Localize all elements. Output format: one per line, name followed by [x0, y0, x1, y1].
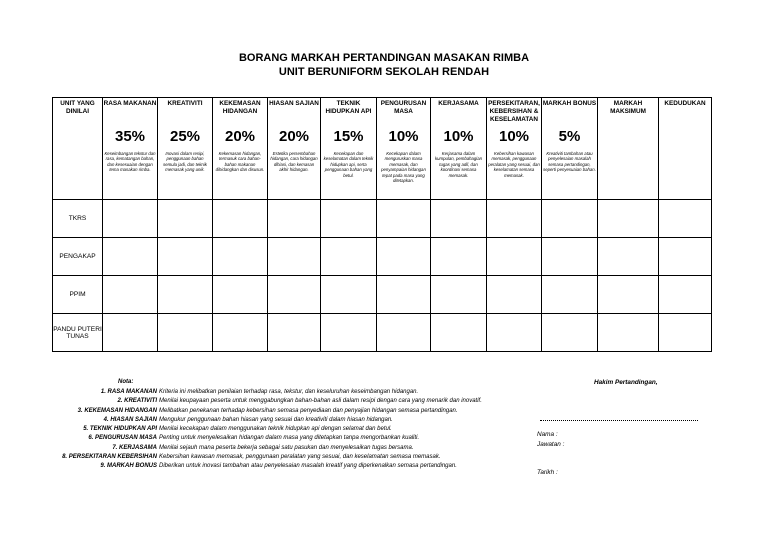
- score-cell[interactable]: [598, 200, 659, 238]
- score-cell[interactable]: [268, 200, 321, 238]
- score-cell[interactable]: [542, 238, 598, 276]
- score-cell[interactable]: [103, 276, 158, 314]
- table-row: [53, 200, 712, 238]
- form-title: BORANG MARKAH PERTANDINGAN MASAKAN RIMBA: [238, 52, 530, 64]
- criteria-description: Kreativiti tambahan atau penyelesaian masalah semasa pertandingan, seperti penyesuaian bahan.: [543, 151, 596, 173]
- note-label: 8. PERSEKITARAN KEBERSIHAN: [62, 454, 157, 461]
- column-header: [321, 98, 377, 200]
- note-label: 1. RASA MAKANAN: [100, 389, 157, 395]
- column-label: KERJASAMA: [438, 100, 479, 107]
- score-cell[interactable]: [213, 314, 268, 352]
- score-cell[interactable]: [487, 314, 542, 352]
- table-row: [53, 314, 712, 352]
- criteria-description: Kecekapan dalam menguruskan masa memasak, dan penyampaian hidangan tepat pada masa yang ditetapkan.: [381, 151, 426, 184]
- score-cell[interactable]: [659, 200, 712, 238]
- name-field[interactable]: Nama :: [537, 431, 558, 438]
- column-label: PERSEKITARAN, KEBERSIHAN & KESELAMATAN: [488, 100, 540, 123]
- score-cell[interactable]: [268, 314, 321, 352]
- table-row: [53, 238, 712, 276]
- column-label: KEDUDUKAN: [664, 100, 706, 107]
- nota-label: Nota:: [118, 379, 134, 385]
- column-header: [53, 98, 103, 200]
- weight-percent: 20%: [278, 128, 310, 145]
- column-label: MARKAH MAKSIMUM: [610, 100, 646, 115]
- date-field[interactable]: Tarikh :: [537, 469, 558, 476]
- weight-percent: 5%: [558, 128, 581, 145]
- column-label: TEKNIK HIDUPKAN API: [325, 100, 372, 115]
- score-cell[interactable]: [431, 238, 487, 276]
- score-cell[interactable]: [158, 238, 213, 276]
- note-text: Kebersihan kawasan memasak, penggunaan peralatan yang sesuai, dan keselamatan semasa memasak.: [159, 454, 441, 461]
- table-row: [53, 276, 712, 314]
- column-header: [158, 98, 213, 200]
- score-cell[interactable]: [103, 238, 158, 276]
- score-cell[interactable]: [431, 276, 487, 314]
- note-text: Menilai kecekapan dalam menggunakan teknik hidupkan api dengan selamat dan betul.: [159, 426, 392, 433]
- weight-percent: 10%: [388, 128, 419, 145]
- score-cell[interactable]: [487, 276, 542, 314]
- score-cell[interactable]: [487, 238, 542, 276]
- criteria-description: Kecekapan dan keselamatan dalam teknik hidupkan api, serta penggunaan bahan yang betul.: [323, 151, 374, 178]
- column-header: [487, 98, 542, 200]
- column-header: [103, 98, 158, 200]
- unit-name: PPIM: [53, 276, 103, 314]
- score-cell[interactable]: [598, 238, 659, 276]
- note-label: 2. KREATIVITI: [117, 398, 157, 405]
- column-header: [268, 98, 321, 200]
- column-header: [213, 98, 268, 200]
- score-cell[interactable]: [321, 314, 377, 352]
- weight-percent: 10%: [443, 128, 474, 145]
- note-text: Mengukur penggunaan bahan hiasan yang sesuai dan kreativiti dalam hiasan hidangan.: [159, 416, 393, 423]
- score-cell[interactable]: [377, 314, 431, 352]
- score-cell[interactable]: [321, 200, 377, 238]
- note-label: 6. PENGURUSAN MASA: [88, 435, 157, 442]
- score-cell[interactable]: [213, 200, 268, 238]
- score-cell[interactable]: [431, 200, 487, 238]
- note-text: Melibatkan penekanan terhadap kebersihan semasa penyediaan dan penyajian hidangan semasa pertandingan.: [159, 407, 458, 414]
- score-cell[interactable]: [158, 314, 213, 352]
- score-cell[interactable]: [103, 200, 158, 238]
- score-cell[interactable]: [268, 276, 321, 314]
- score-cell[interactable]: [377, 276, 431, 314]
- criteria-description: Kerjasama dalam kumpulan, pembahagian tugas yang adil, dan koordinasi semasa memasak.: [434, 151, 483, 178]
- score-cell[interactable]: [158, 200, 213, 238]
- position-field[interactable]: Jawatan :: [537, 441, 565, 448]
- score-cell[interactable]: [598, 276, 659, 314]
- weight-percent: 10%: [498, 128, 530, 145]
- criteria-description: Inovasi dalam resipi, penggunaan bahan semula jadi, dan teknik memasak yang unik.: [163, 151, 207, 173]
- score-cell[interactable]: [542, 276, 598, 314]
- unit-name: TKRS: [53, 200, 103, 238]
- unit-name: PENGAKAP: [53, 238, 103, 276]
- notes-labels: [0, 388, 157, 472]
- note-label: 5. TEKNIK HIDUPKAN API: [83, 426, 157, 433]
- note-label: 7. KERJASAMA: [112, 444, 157, 451]
- column-label: RASA MAKANAN: [103, 100, 157, 107]
- column-label: KEKEMASAN HIDANGAN: [219, 100, 261, 115]
- form-subtitle: UNIT BERUNIFORM SEKOLAH RENDAH: [278, 66, 490, 78]
- score-cell[interactable]: [598, 314, 659, 352]
- column-header: [542, 98, 598, 200]
- column-label: UNIT YANG DINILAI: [60, 100, 95, 115]
- criteria-description: Estetika persembahan hidangan, cara hidangan dihiasi, dan kemasan akhir hidangan.: [270, 151, 318, 173]
- score-cell[interactable]: [268, 238, 321, 276]
- column-label: PENGURUSAN MASA: [380, 100, 427, 115]
- column-header: [431, 98, 487, 200]
- score-cell[interactable]: [103, 314, 158, 352]
- column-label: KREATIVITI: [167, 100, 203, 107]
- column-header: [377, 98, 431, 200]
- score-cell[interactable]: [659, 238, 712, 276]
- score-cell[interactable]: [321, 238, 377, 276]
- score-cell[interactable]: [377, 238, 431, 276]
- score-cell[interactable]: [542, 200, 598, 238]
- weight-percent: 15%: [333, 128, 364, 145]
- score-cell[interactable]: [158, 276, 213, 314]
- weight-percent: 20%: [224, 128, 256, 145]
- column-header: [598, 98, 659, 200]
- column-header: [659, 98, 712, 200]
- signature-line: [540, 420, 698, 421]
- score-cell[interactable]: [431, 314, 487, 352]
- score-cell[interactable]: [542, 314, 598, 352]
- criteria-description: Kebersihan kawasan memasak, penggunaan peralatan yang sesuai, dan keselamatan semasa memasak.: [488, 151, 540, 178]
- note-text: Menilai keupayaan peserta untuk menggabungkan bahan-bahan asli dalam resipi dengan cara yang menarik dan inovatif.: [159, 398, 482, 405]
- note-text: Kriteria ini melibatkan penilaian terhadap rasa, tekstur, dan keseluruhan keseimbangan hidangan.: [159, 389, 419, 395]
- column-label: MARKAH BONUS: [542, 100, 597, 107]
- score-cell[interactable]: [659, 276, 712, 314]
- note-text: Menilai sejauh mana peserta bekerja sebagai satu pasukan dan menyelesaikan tugas bersama.: [159, 444, 414, 451]
- unit-name: PANDU PUTERI TUNAS: [53, 314, 103, 352]
- judge-heading: Hakim Pertandingan,: [594, 379, 658, 386]
- note-text: Diberikan untuk inovasi tambahan atau penyelesaian masalah kreatif yang diperkenalkan semasa pertandingan.: [159, 463, 457, 470]
- notes-texts: [159, 388, 482, 472]
- header-row: [53, 98, 712, 200]
- criteria-description: Kekemasan hidangan, termasuk cara bahan-bahan makanan dihidangkan dan disusun.: [215, 151, 265, 173]
- note-text: Penting untuk menyelesaikan hidangan dalam masa yang ditetapkan tanpa mengorbankan kualiti.: [159, 435, 420, 442]
- score-cell[interactable]: [213, 238, 268, 276]
- note-label: 3. KEKEMASAN HIDANGAN: [77, 407, 157, 414]
- score-cell[interactable]: [321, 276, 377, 314]
- weight-percent: 35%: [114, 128, 146, 145]
- weight-percent: 25%: [169, 128, 201, 145]
- marks-table: [52, 97, 712, 352]
- note-label: 4. HIASAN SAJIAN: [103, 416, 157, 423]
- criteria-description: Keseimbangan tekstur dan rasa, kematangan bahan, dan kesesuaian dengan tema masakan rimba.: [104, 151, 156, 173]
- score-cell[interactable]: [487, 200, 542, 238]
- score-cell[interactable]: [213, 276, 268, 314]
- note-label: 9. MARKAH BONUS: [100, 463, 157, 470]
- column-label: HIASAN SAJIAN: [269, 100, 319, 107]
- score-cell[interactable]: [659, 314, 712, 352]
- score-cell[interactable]: [377, 200, 431, 238]
